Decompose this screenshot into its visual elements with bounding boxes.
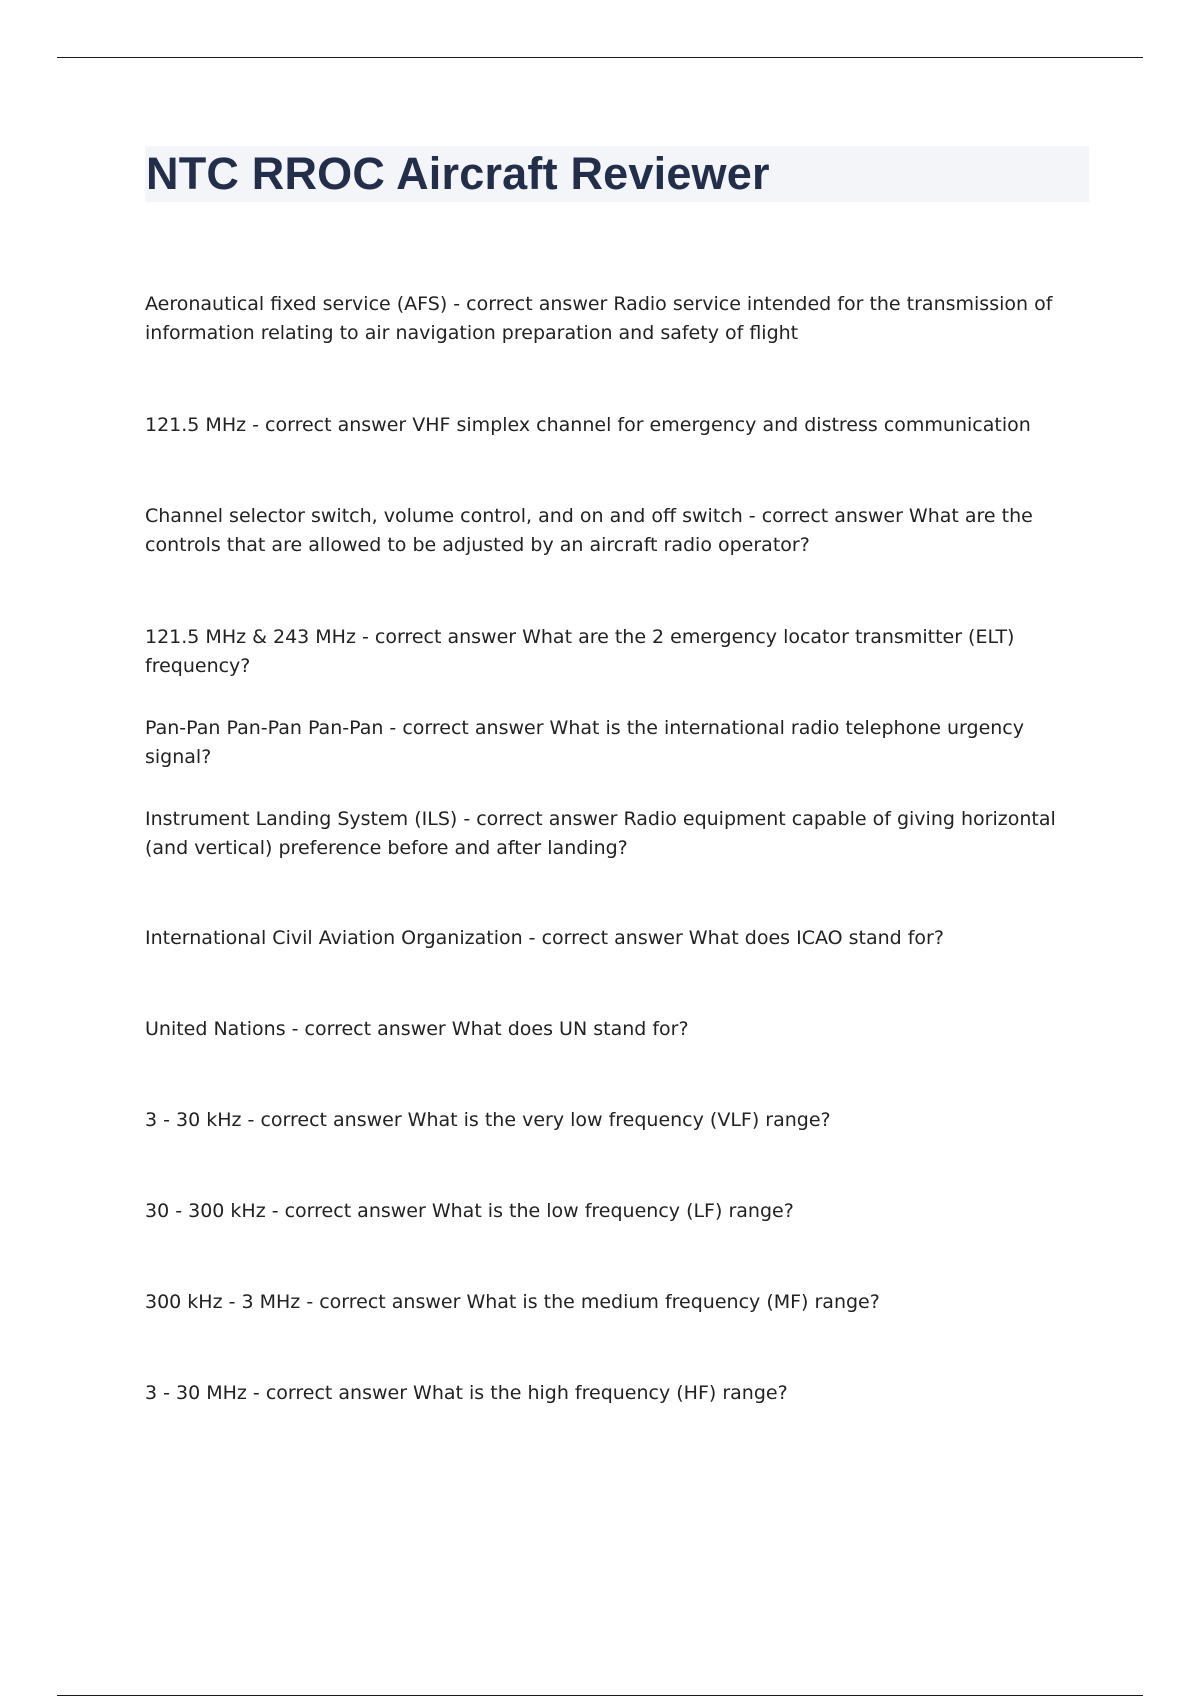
qa-entry: Pan-Pan Pan-Pan Pan-Pan - correct answer What is the international radio telephone urgency signal?	[145, 717, 1024, 768]
qa-entry: 300 kHz - 3 MHz - correct answer What is the medium frequency (MF) range?	[145, 1291, 880, 1313]
page-title: NTC RROC Aircraft Reviewer	[146, 148, 770, 199]
qa-entry: Instrument Landing System (ILS) - correct answer Radio equipment capable of giving horizontal (and vertical) preference before and after landing?	[145, 808, 1056, 859]
bottom-divider	[57, 1695, 1143, 1696]
qa-entry: 30 - 300 kHz - correct answer What is the low frequency (LF) range?	[145, 1200, 794, 1222]
qa-entry: 3 - 30 kHz - correct answer What is the very low frequency (VLF) range?	[145, 1109, 831, 1131]
qa-entry: 3 - 30 MHz - correct answer What is the high frequency (HF) range?	[145, 1382, 788, 1404]
qa-entry: International Civil Aviation Organization - correct answer What does ICAO stand for?	[145, 927, 944, 949]
qa-entry: Aeronautical fixed service (AFS) - correct answer Radio service intended for the transmission of information relating to air navigation preparation and safety of flight	[145, 293, 1053, 344]
qa-entry: 121.5 MHz & 243 MHz - correct answer What are the 2 emergency locator transmitter (ELT) frequency?	[145, 626, 1015, 677]
top-divider	[57, 57, 1143, 58]
qa-entry: United Nations - correct answer What does UN stand for?	[145, 1018, 689, 1040]
qa-entry: 121.5 MHz - correct answer VHF simplex channel for emergency and distress communication	[145, 414, 1031, 436]
qa-entry: Channel selector switch, volume control, and on and off switch - correct answer What are the controls that are allowed to be adjusted by an aircraft radio operator?	[145, 505, 1033, 556]
